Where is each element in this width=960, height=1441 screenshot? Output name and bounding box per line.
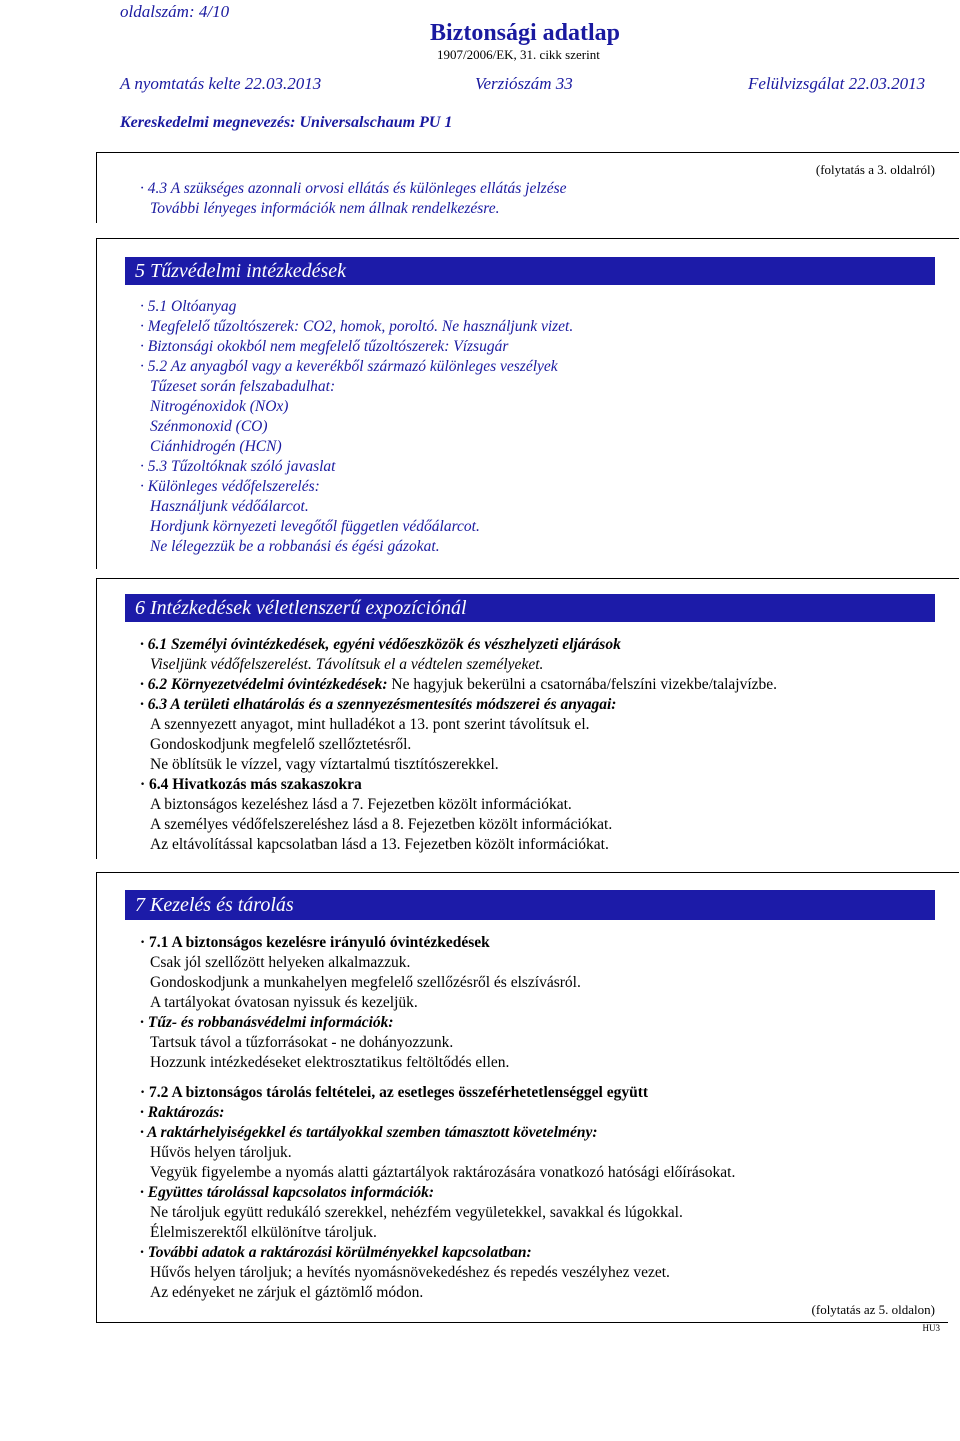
s6-line: Viseljünk védőfelszerelést. Távolítsuk el a védtelen személyeket. <box>150 656 544 673</box>
s7-line: · Raktározás: <box>140 1104 225 1121</box>
s7-line: Hozzunk intézkedéseket elektrosztatikus feltöltődés ellen. <box>150 1054 510 1071</box>
s5-line: · 5.1 Oltóanyag <box>140 298 237 315</box>
s5-line <box>140 318 573 336</box>
print-date: A nyomtatás kelte 22.03.2013 <box>120 74 322 93</box>
s6-line <box>140 676 777 694</box>
continued-on: (folytatás az 5. oldalon) <box>811 1302 935 1317</box>
document-subtitle: 1907/2006/EK, 31. cikk szerint <box>437 47 600 62</box>
s5-value: Vízsugár <box>449 338 509 355</box>
s6-line: Az eltávolítással kapcsolatban lásd a 13. Fejezetben közölt információkat. <box>150 836 609 853</box>
footer-code: HU3 <box>922 1323 940 1333</box>
s7-line: Csak jól szellőzött helyeken alkalmazzuk. <box>150 954 411 971</box>
s7-line: Az edényeket ne zárjuk el gáztömlő módon. <box>150 1284 424 1301</box>
s5-line: Használjunk védőálarcot. <box>150 498 309 515</box>
s7-line: Tartsuk távol a tűzforrásokat - ne dohányozzunk. <box>150 1034 454 1051</box>
s6-line: · 6.3 A területi elhatárolás és a szennyezésmentesítés módszerei és anyagai: <box>140 696 617 713</box>
document-title: Biztonsági adatlap <box>430 20 621 46</box>
s6-line: A személyes védőfelszereléshez lásd a 8. Fejezetben közölt információkat. <box>150 816 613 833</box>
s6-line: · 6.1 Személyi óvintézkedések, egyéni védőeszközök és vészhelyzeti eljárások <box>140 636 621 653</box>
s7-line: Hűvős helyen tároljuk; a hevítés nyomásnövekedéshez és repedés veszélyhez vezet. <box>150 1264 670 1281</box>
s7-line: · A raktárhelyiségekkel és tartályokkal szemben támasztott követelmény: <box>140 1124 598 1141</box>
s4-heading: · 4.3 A szükséges azonnali orvosi ellátás és különleges ellátás jelzése <box>140 180 567 197</box>
s5-label: · Biztonsági okokból nem megfelelő tűzoltószerek: <box>140 338 450 355</box>
s7-line: · 7.1 A biztonságos kezelésre irányuló óvintézkedések <box>140 934 490 951</box>
footer-rule <box>96 1322 948 1323</box>
s5-value: CO2, homok, poroltó. Ne használjunk vizet. <box>299 318 574 335</box>
version-number: Verziószám 33 <box>475 74 573 93</box>
s7-line: · Tűz- és robbanásvédelmi információk: <box>140 1014 394 1031</box>
s6-line: A biztonságos kezeléshez lásd a 7. Fejezetben közölt információkat. <box>150 796 572 813</box>
s4-text: További lényeges információk nem állnak rendelkezésre. <box>150 200 500 217</box>
page-number: oldalszám: 4/10 <box>120 2 230 21</box>
s7-line: Élelmiszerektől elkülönítve tároljuk. <box>150 1224 377 1241</box>
s5-line: · 5.2 Az anyagból vagy a keverékből származó különleges veszélyek <box>140 358 558 375</box>
s7-line: · 7.2 A biztonságos tárolás feltételei, az esetleges összeférhetetlenséggel együtt <box>140 1084 649 1101</box>
s7-line: Ne tároljuk együtt redukáló szerekkel, nehézfém vegyületekkel, savakkal és lúgokkal. <box>150 1204 683 1221</box>
s5-line: · 5.3 Tűzoltóknak szóló javaslat <box>140 458 336 475</box>
trade-name: Kereskedelmi megnevezés: Universalschaum PU 1 <box>120 114 453 131</box>
s7-line: Vegyük figyelembe a nyomás alatti gáztartályok raktározására vonatkozó hatósági előírásokat. <box>150 1164 736 1181</box>
s5-line: Ciánhidrogén (HCN) <box>150 438 282 455</box>
section-7-title: 7 Kezelés és tárolás <box>125 890 935 920</box>
s6-line: Gondoskodjunk megfelelő szellőztetésről. <box>150 736 412 753</box>
s5-line: · Különleges védőfelszerelés: <box>140 478 320 495</box>
s6-line: · 6.4 Hivatkozás más szakaszokra <box>140 776 362 793</box>
s5-line: Nitrogénoxidok (NOx) <box>150 398 289 415</box>
section-5-title: 5 Tűzvédelmi intézkedések <box>125 257 935 285</box>
s7-line: · További adatok a raktározási körülményekkel kapcsolatban: <box>140 1244 532 1261</box>
s6-line: A szennyezett anyagot, mint hulladékot a 13. pont szerint távolítsuk el. <box>150 716 590 733</box>
s5-line: Tűzeset során felszabadulhat: <box>150 378 336 395</box>
s7-line: Gondoskodjunk a munkahelyen megfelelő szellőzésről és elszívásról. <box>150 974 581 991</box>
s5-line <box>140 338 508 356</box>
s6-label: · 6.2 Környezetvédelmi óvintézkedések: <box>140 676 388 693</box>
s5-label: · Megfelelő tűzoltószerek: <box>140 318 300 335</box>
section-6-title: 6 Intézkedések véletlenszerű expozíciónál <box>125 594 935 622</box>
s7-line: Hűvös helyen tároljuk. <box>150 1144 292 1161</box>
s6-value: Ne hagyjuk bekerülni a csatornába/felszíni vizekbe/talajvízbe. <box>387 676 778 693</box>
review-date: Felülvizsgálat 22.03.2013 <box>748 74 926 93</box>
s7-line: A tartályokat óvatosan nyissuk és kezeljük. <box>150 994 418 1011</box>
s5-line: Ne lélegezzük be a robbanási és égési gázokat. <box>150 538 440 555</box>
s7-line: · Együttes tárolással kapcsolatos információk: <box>140 1184 435 1201</box>
s5-line: Hordjunk környezeti levegőtől független védőálarcot. <box>150 518 480 535</box>
continued-from: (folytatás a 3. oldalról) <box>815 162 935 177</box>
s6-line: Ne öblítsük le vízzel, vagy víztartalmú tisztítószerekkel. <box>150 756 499 773</box>
s5-line: Szénmonoxid (CO) <box>150 418 268 435</box>
